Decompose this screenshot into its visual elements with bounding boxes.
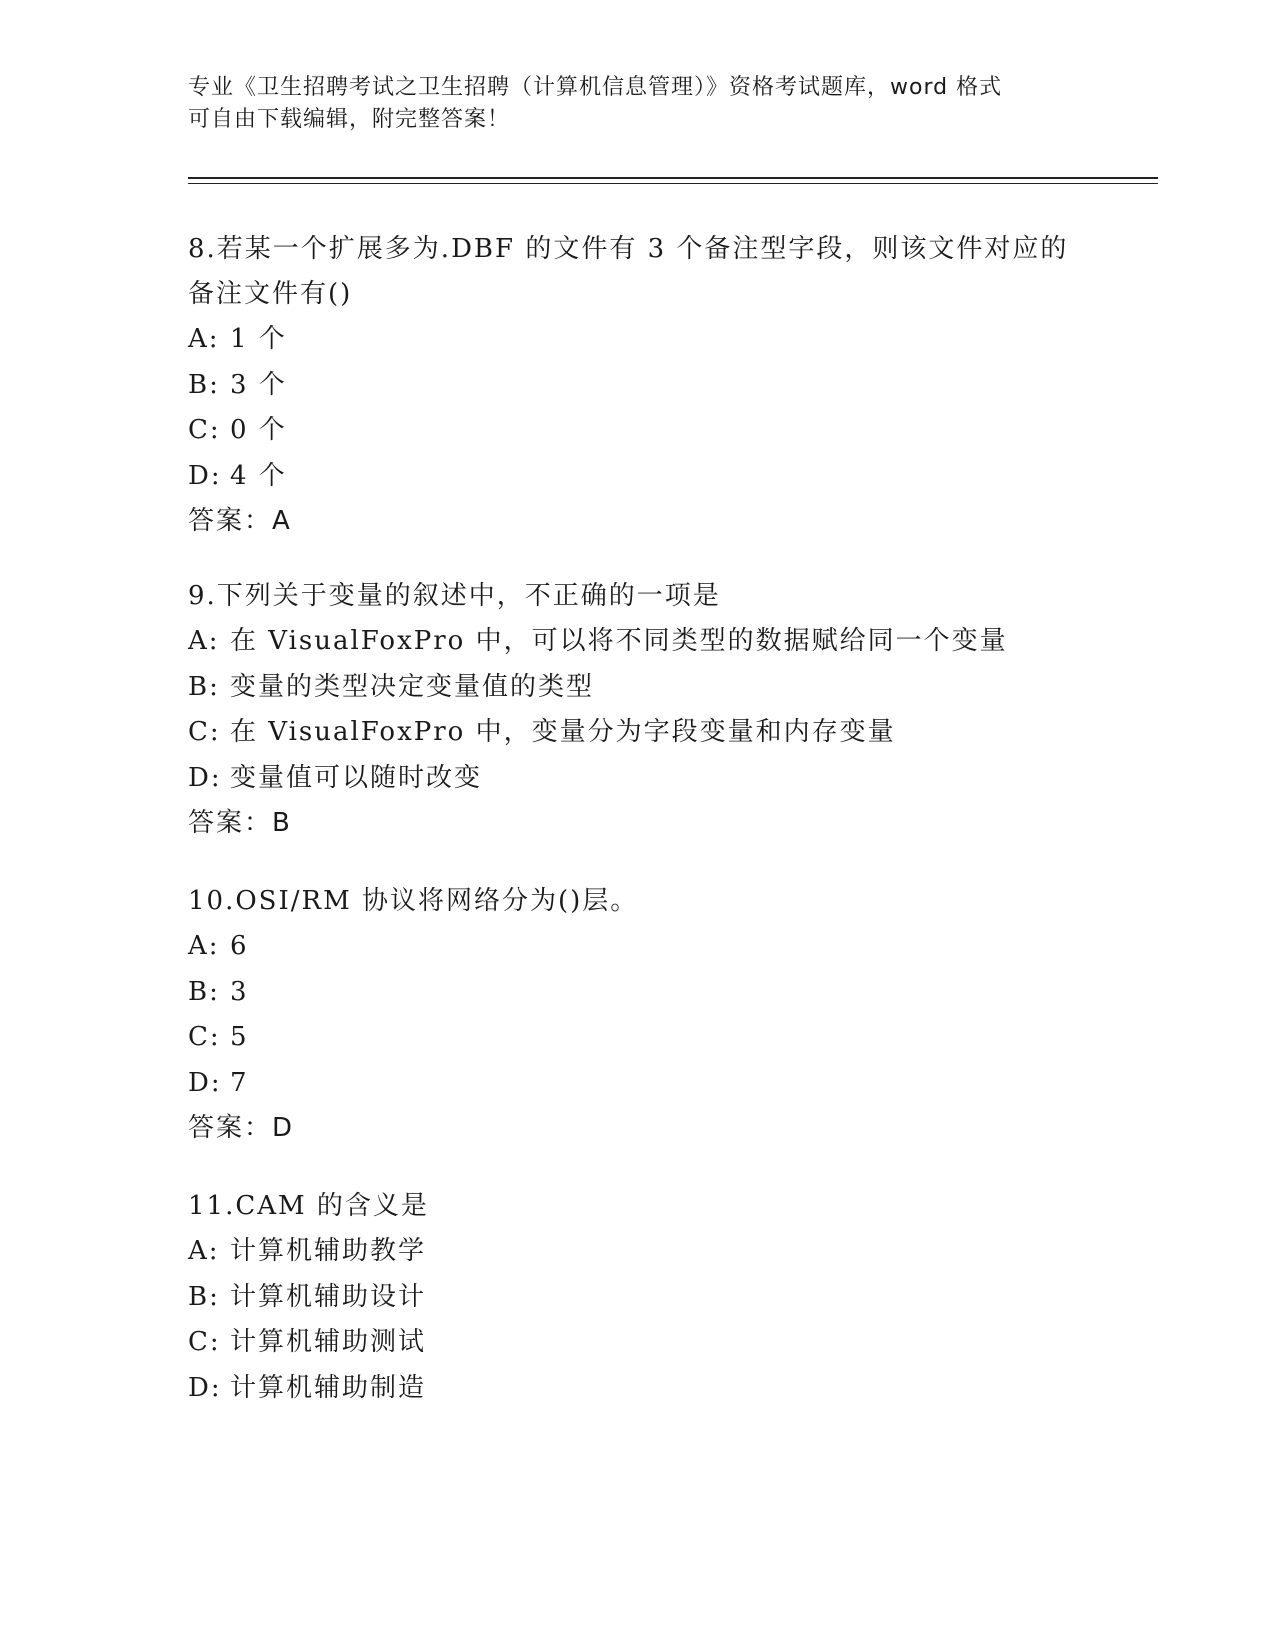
answer: 答案：B <box>188 808 292 838</box>
option-d: D: 变量值可以随时改变 <box>188 762 483 793</box>
question-stem-continued: 备注文件有() <box>188 279 353 309</box>
question-10 <box>188 879 1088 1151</box>
option-b: B: 计算机辅助设计 <box>188 1281 427 1312</box>
option-b: B: 3 <box>188 976 249 1007</box>
option-a: A: 计算机辅助教学 <box>188 1236 427 1266</box>
option-a: A: 6 <box>188 931 249 961</box>
question-stem: 11.CAM 的含义是 <box>188 1191 429 1221</box>
document-header <box>188 72 1068 136</box>
option-a: A: 1 个 <box>188 324 287 354</box>
option-b: B: 3 个 <box>188 369 287 400</box>
header-line-2: 可自由下载编辑，附完整答案！ <box>188 107 511 132</box>
question-8 <box>188 227 1088 544</box>
option-c: C: 在 VisualFoxPro 中，变量分为字段变量和内存变量 <box>188 717 896 747</box>
header-divider-thick <box>188 177 1158 179</box>
question-stem: 9.下列关于变量的叙述中，不正确的一项是 <box>188 581 721 611</box>
header-line-1: 专业《卫生招聘考试之卫生招聘（计算机信息管理）》资格考试题库，word 格式 <box>188 75 1003 100</box>
answer: 答案：D <box>188 1113 295 1143</box>
question-11 <box>188 1184 1088 1411</box>
option-c: C: 5 <box>188 1022 249 1052</box>
option-b: B: 变量的类型决定变量值的类型 <box>188 671 595 702</box>
answer: 答案：A <box>188 506 292 536</box>
question-stem: 10.OSI/RM 协议将网络分为()层。 <box>188 886 639 916</box>
option-d: D: 计算机辅助制造 <box>188 1372 427 1403</box>
option-c: C: 计算机辅助测试 <box>188 1327 427 1357</box>
option-d: D: 7 <box>188 1067 249 1098</box>
question-stem: 8.若某一个扩展多为.DBF 的文件有 3 个备注型字段，则该文件对应的 <box>188 234 1069 264</box>
header-divider-thin <box>188 183 1158 184</box>
question-9 <box>188 574 1088 846</box>
option-a: A: 在 VisualFoxPro 中，可以将不同类型的数据赋给同一个变量 <box>188 626 1008 656</box>
option-c: C: 0 个 <box>188 415 287 445</box>
option-d: D: 4 个 <box>188 460 287 491</box>
